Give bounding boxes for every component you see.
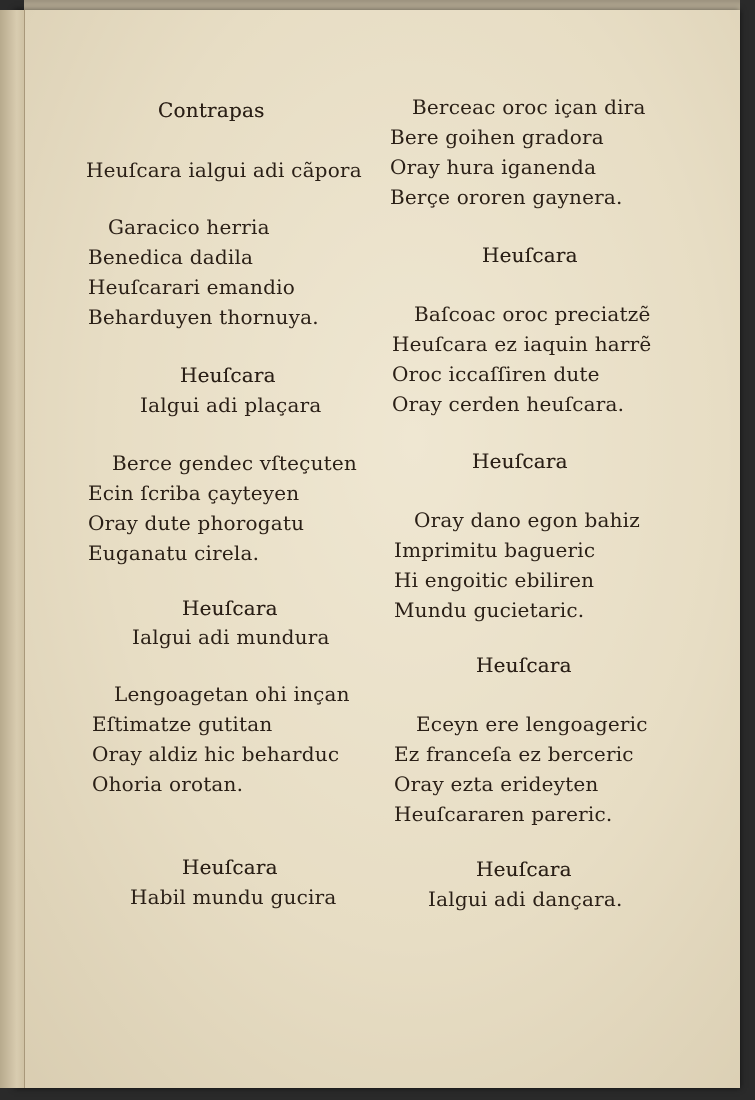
stanza-heading: Heuſcara — [182, 855, 278, 879]
verse-line: Euganatu cirela. — [88, 541, 260, 565]
verse-line: Ialgui adi dançara. — [428, 887, 623, 911]
stanza-heading: Contrapas — [158, 98, 265, 122]
verse-line: Imprimitu bagueric — [394, 538, 596, 562]
verse-line: Ialgui adi mundura — [132, 625, 330, 649]
verse-line: Beharduyen thornuya. — [88, 305, 319, 329]
verse-line: Heuſcara ialgui adi cãpora — [86, 158, 362, 182]
left-column — [86, 10, 416, 1010]
stanza-heading: Heuſcara — [476, 653, 572, 677]
verse-line: Oray hura iganenda — [390, 155, 597, 179]
verse-line: Garacico herria — [108, 215, 270, 239]
verse-line: Ez franceſa ez berceric — [394, 742, 634, 766]
verse-line: Habil mundu gucira — [130, 885, 337, 909]
verse-line: Ohoria orotan. — [92, 772, 244, 796]
verse-line: Bere goihen gradora — [390, 125, 604, 149]
verse-line: Oray aldiz hic beharduc — [92, 742, 340, 766]
verse-line: Oray dano egon bahiz — [414, 508, 641, 532]
page-binding-edge — [0, 10, 25, 1088]
verse-line: Heuſcararen pareric. — [394, 802, 613, 826]
verse-line: Oray ezta erideyten — [394, 772, 599, 796]
stanza-heading: Heuſcara — [180, 363, 276, 387]
verse-line: Baſcoac oroc preciatzẽ — [414, 302, 651, 326]
verse-line: Heuſcarari emandio — [88, 275, 295, 299]
verse-line: Mundu gucietaric. — [394, 598, 585, 622]
verse-line: Ialgui adi plaçara — [140, 393, 322, 417]
verse-line: Oroc iccaſſiren dute — [392, 362, 600, 386]
right-column — [390, 10, 720, 1010]
verse-line: Berceac oroc içan dira — [412, 95, 646, 119]
verse-line: Benedica dadila — [88, 245, 254, 269]
verse-line: Heuſcara ez iaquin harrẽ — [392, 332, 652, 356]
verse-line: Ecin ſcriba çayteyen — [88, 481, 300, 505]
verse-line: Eſtimatze gutitan — [92, 712, 273, 736]
book-page — [14, 10, 740, 1088]
stanza-heading: Heuſcara — [182, 596, 278, 620]
verse-line: Berce gendec vſteçuten — [112, 451, 358, 475]
stanza-heading: Heuſcara — [476, 857, 572, 881]
verse-line: Lengoagetan ohi inçan — [114, 682, 350, 706]
verse-line: Oray dute phorogatu — [88, 511, 305, 535]
stanza-heading: Heuſcara — [482, 243, 578, 267]
verse-line: Berçe ororen gaynera. — [390, 185, 623, 209]
verse-line: Oray cerden heuſcara. — [392, 392, 625, 416]
verse-line: Hi engoitic ebiliren — [394, 568, 595, 592]
verse-line: Eceyn ere lengoageric — [416, 712, 648, 736]
stanza-heading: Heuſcara — [472, 449, 568, 473]
